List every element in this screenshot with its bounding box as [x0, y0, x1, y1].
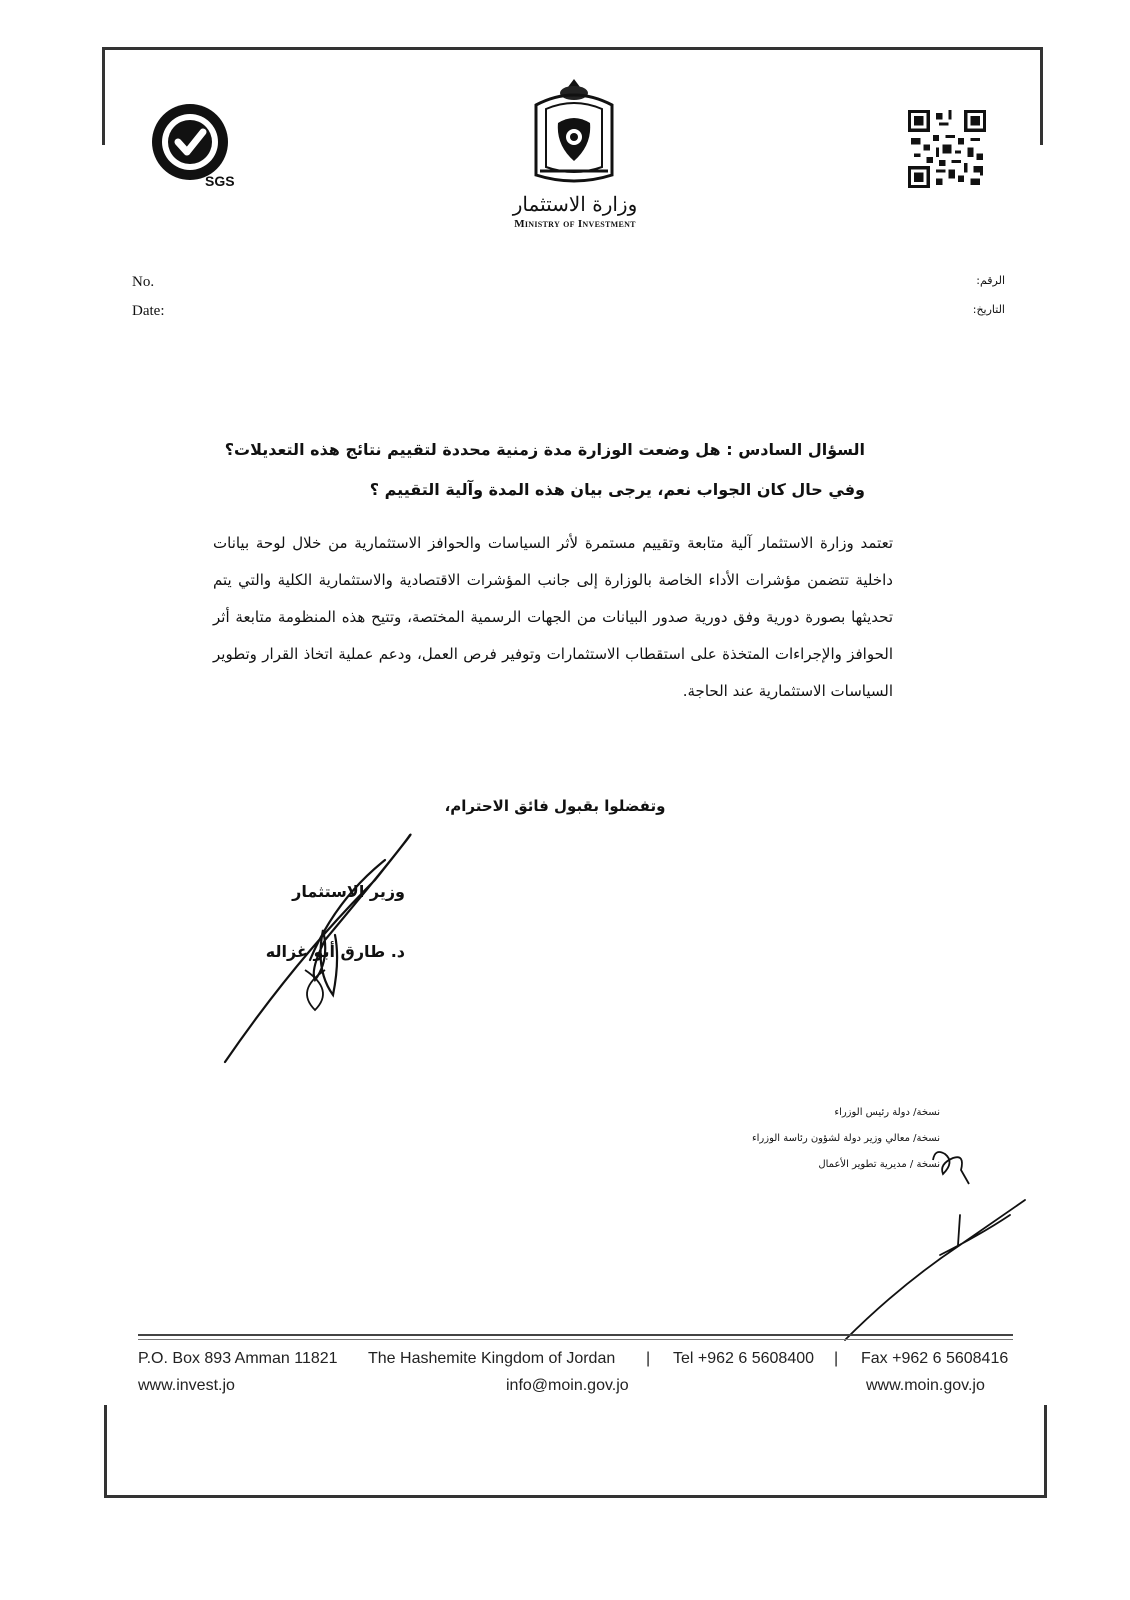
copies-list	[690, 1100, 940, 1178]
footer-country: The Hashemite Kingdom of Jordan	[368, 1350, 616, 1367]
handwritten-signature-secondary	[840, 1195, 1030, 1345]
page-frame-bottom	[104, 1405, 1047, 1498]
footer-divider-thin	[138, 1339, 1013, 1340]
signatory-name: د. طارق أبو غزاله	[265, 942, 405, 961]
ministry-name-arabic: وزارة الاستثمار	[512, 192, 638, 216]
ministry-name-english: Ministry of Investment	[514, 218, 636, 230]
answer-paragraph: تعتمد وزارة الاستثمار آلية متابعة وتقييم مستمرة لأثر السياسات والحوافز الاستثمارية من خلال لوحة بيانات داخلية تتضمن مؤشرات الأداء الخاصة بالوزارة إلى جانب المؤشرات الاقتصادية والاستثمارية الكلية والتي يتم تحديثها بصورة دورية وفق دورية صدور البيانات من الجهات الرسمية المختصة، وتتيح هذه المنظومة متابعة أثر الحوافز والإجراءات المتخذة على استقطاب الاستثمارات وتوفير فرص العمل، ودعم عملية اتخاذ القرار وتطوير السياسات الاستثمارية عند الحاجة.	[213, 534, 893, 700]
footer-fax: Fax +962 6 5608416	[861, 1350, 1009, 1367]
sgs-certification-logo	[145, 100, 245, 190]
copy-recipient: نسخة / مديرية تطوير الأعمال	[818, 1159, 940, 1170]
date-label-arabic: التاريخ:	[972, 303, 1005, 316]
handwritten-signature	[215, 820, 445, 1070]
footer-website-moin[interactable]: www.moin.gov.jo	[866, 1377, 985, 1394]
copy-recipient: نسخة/ دولة رئيس الوزراء	[834, 1107, 940, 1118]
footer-telephone: Tel +962 6 5608400	[673, 1350, 815, 1367]
question-text: السؤال السادس : هل وضعت الوزارة مدة زمنية محددة لتقييم نتائج هذه التعديلات؟ وفي حال كان الجواب نعم، يرجى بيان هذه المدة وآلية التقييم ؟	[224, 440, 865, 499]
footer-address: P.O. Box 893 Amman 11821	[138, 1350, 338, 1367]
copy-recipient: نسخة/ معالي وزير دولة لشؤون رئاسة الوزراء	[751, 1133, 940, 1144]
footer-divider	[138, 1334, 1013, 1336]
footer-separator: |	[834, 1350, 839, 1367]
reference-number-label: No.	[132, 274, 155, 290]
sgs-label: SGS	[205, 173, 235, 189]
signatory-title: وزير الاستثمار	[292, 882, 405, 901]
footer-separator: |	[646, 1350, 651, 1367]
footer-email[interactable]: info@moin.gov.jo	[506, 1377, 629, 1394]
footer-website-invest[interactable]: www.invest.jo	[138, 1377, 235, 1394]
closing-salutation: وتفضلوا بقبول فائق الاحترام،	[444, 797, 666, 815]
handwritten-initials	[925, 1140, 975, 1190]
royal-crest-emblem	[528, 75, 620, 187]
qr-code-icon	[908, 110, 986, 188]
date-label: Date:	[132, 303, 165, 319]
reference-number-label-arabic: الرقم:	[976, 274, 1005, 287]
